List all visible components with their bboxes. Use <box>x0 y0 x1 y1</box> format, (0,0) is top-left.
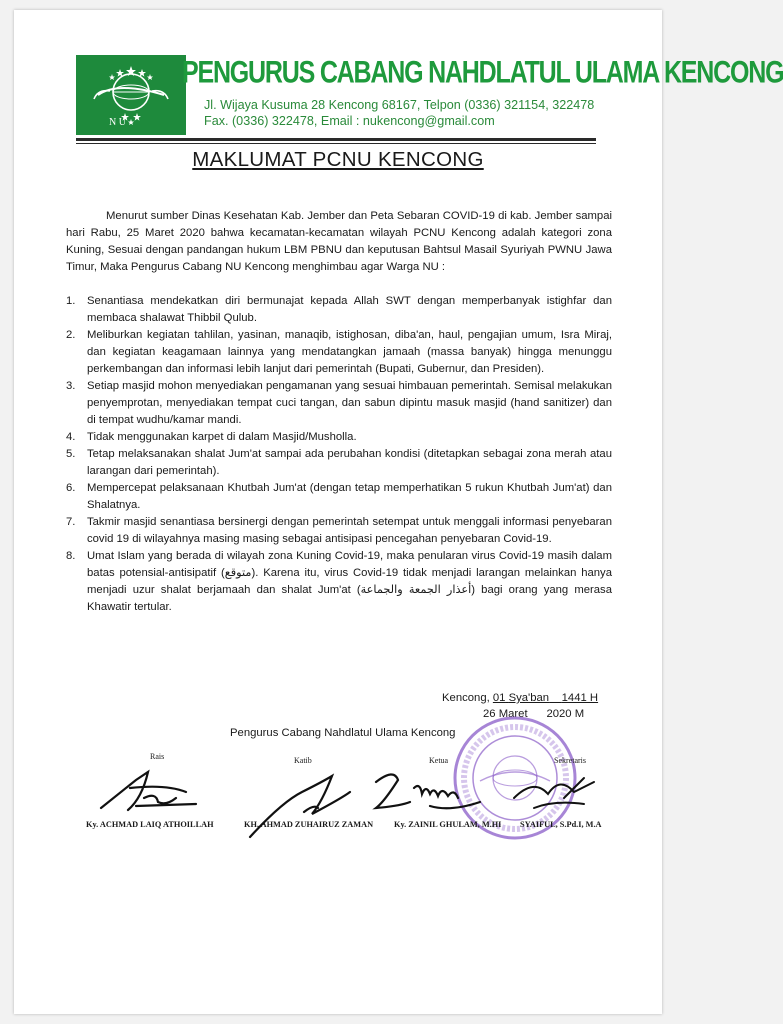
intro-paragraph: Menurut sumber Dinas Kesehatan Kab. Jember dan Peta Sebaran COVID-19 di kab. Jember sampai hari Rabu, 25 Maret 2020 bahwa kecamatan-kecamatan wilayah PCNU Kencong adalah kategori zona Kuning, Sesuai dengan pandangan hukum LBM PBNU dan keputusan Bahtsul Masail Syuriyah PWNU Jawa Timur, Maka Pengurus Cabang NU Kencong menghimbau agar Warga NU : <box>66 210 612 273</box>
signature-sekretaris <box>504 768 604 818</box>
role-katib: Katib <box>294 756 312 765</box>
item-list <box>66 293 612 616</box>
signatory-name-katib: KH. AHMAD ZUHAIRUZ ZAMAN <box>244 820 374 829</box>
role-rais: Rais <box>150 752 165 761</box>
nu-logo <box>76 55 186 135</box>
signature-katib <box>242 762 362 842</box>
signatory-name-rais: Ky. ACHMAD LAIQ ATHOILLAH <box>86 820 214 829</box>
logo-letters: N U <box>109 117 126 128</box>
role-ketua: Ketua <box>429 756 449 765</box>
signature-rais <box>96 758 216 820</box>
document-page <box>14 10 783 1014</box>
letterhead-address: Jl. Wijaya Kusuma 28 Kencong 68167, Telpon (0336) 321154, 322478 <box>204 98 595 112</box>
list-item: 4. Tidak menggunakan karpet di dalam Masjid/Musholla. <box>66 431 357 443</box>
list-item: 5. Tetap melaksanakan shalat Jum'at sampai ada perubahan kondisi (ditetapkan sebagai zona merah atau larangan dari pemerintah). <box>66 448 612 477</box>
signatory-name-sekretaris: SYAIFUL, S.Pd.I, M.A <box>520 820 602 829</box>
letterhead-rule <box>76 138 596 141</box>
list-item: 3. Setiap masjid mohon menyediakan pengamanan yang sesuai himbauan pemerintah. Semisal melakukan penyemprotan, menyediakan tempat cuci tangan, dan sabun dipintu masuk masjid (hand sanitizer) dan di tempat wudhu/kamar mandi. <box>66 380 612 426</box>
letterhead-title: PENGURUS CABANG NAHDLATUL ULAMA KENCONG <box>182 55 783 90</box>
role-sekretaris: Sekretaris <box>554 756 586 765</box>
list-item: 2. Meliburkan kegiatan tahlilan, yasinan, manaqib, istighosan, diba'an, haul, pengajian umum, Isra Miraj, dan kegiatan keagamaan lainnya yang mendatangkan jamaah (massa banyak) hingga menunggu perkembangan dan informasi lebih lanjut dari pemerintah (Bupati, Gubernur, dan Presiden). <box>66 329 612 375</box>
letterhead-rule-thin <box>76 143 596 144</box>
date-hijri: Kencong, 01 Sya'ban 1441 H <box>442 692 599 704</box>
list-item: 6. Mempercepat pelaksanaan Khutbah Jum'at (dengan tetap memperhatikan 5 rukun Khutbah Jum'at) dan Shalatnya. <box>66 482 612 511</box>
letterhead-fax-email: Fax. (0336) 322478, Email : nukencong@gmail.com <box>204 114 495 128</box>
signatory-name-ketua: Ky. ZAINIL GHULAM, M.HI <box>394 820 502 829</box>
list-item: 7. Takmir masjid senantiasa bersinergi dengan pemerintah setempat untuk menggali informasi penyebaran covid 19 di wilayahnya masing masing sebagai antisipasi pencegahan penyebaran Covid-19. <box>66 516 612 545</box>
document-title: MAKLUMAT PCNU KENCONG <box>192 148 484 171</box>
list-item: 8. Umat Islam yang berada di wilayah zona Kuning Covid-19, maka penularan virus Covid-19 masih dalam batas potensial-antisipatif (متوقع). Karena itu, virus Covid-19 tidak menjadi larangan melainkan hanya menjadi uzur shalat berjamaah dan shalat Jum'at (أعذار الجمعة والجماعة) bagi orang yang merasa Khawatir tertular. <box>66 550 612 613</box>
list-item: 1. Senantiasa mendekatkan diri bermunajat kepada Allah SWT dengan memperbanyak istighfar dan membaca shalawat Thibbil Qulub. <box>66 295 612 324</box>
date-gregorian: 26 Maret 2020 M <box>483 708 585 720</box>
signature-ketua <box>370 762 500 824</box>
organization-name: Pengurus Cabang Nahdlatul Ulama Kencong <box>230 727 456 739</box>
